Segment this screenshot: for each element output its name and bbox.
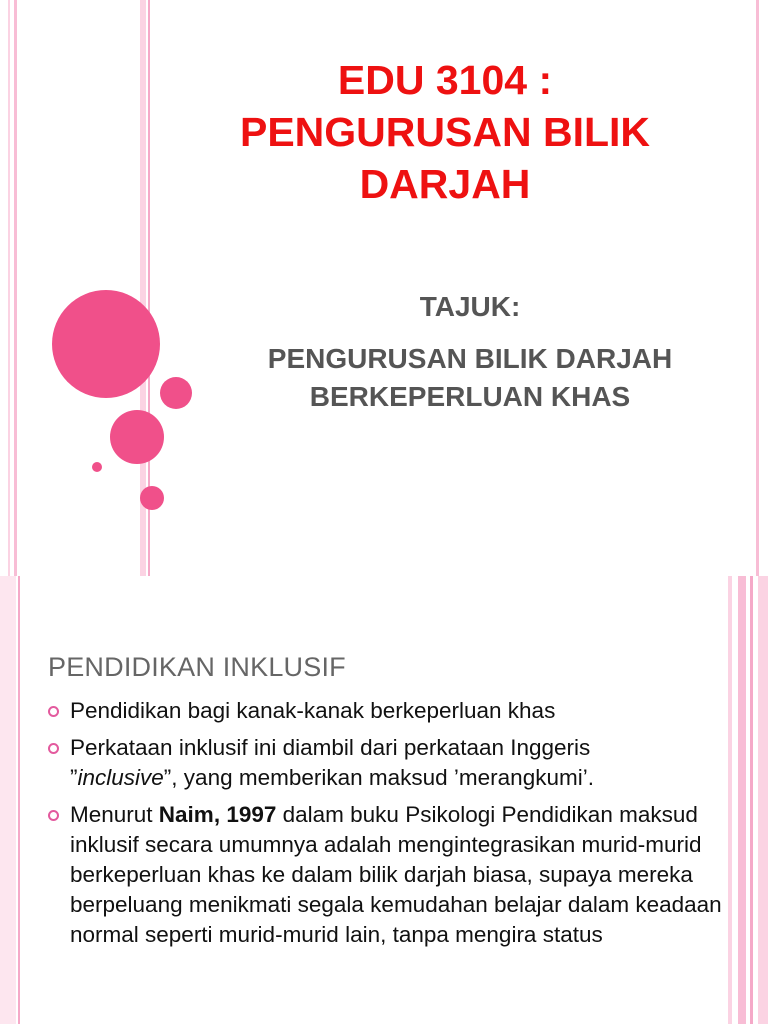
quote-mark: ” — [163, 765, 172, 790]
list-item — [48, 733, 728, 793]
decor-circle-medium — [110, 410, 164, 464]
decor-circle-tiny — [92, 462, 102, 472]
list-item — [48, 800, 728, 950]
list-item — [48, 696, 728, 726]
decor-circle-small — [160, 377, 192, 409]
bullet-text: Pendidikan bagi kanak-kanak berkeperluan khas — [70, 698, 556, 723]
title-line: EDU 3104 : — [337, 57, 553, 103]
ring-bullet-icon — [48, 706, 59, 717]
bullet-text: dalam buku Psikologi Pendidikan maksud inklusif secara umumnya adalah mengintegrasikan murid-murid berkeperluan khas ke dalam bilik darjah biasa, supaya mereka berpeluang menikmati segala kemudahan belajar dalam keadaan normal seperti murid-murid lain, tanpa mengira status — [70, 802, 722, 947]
quote-mark: ” — [70, 765, 78, 790]
decor-stripe — [14, 0, 17, 576]
bullet-text: Menurut — [70, 802, 159, 827]
subtitle-line: TAJUK: — [419, 291, 521, 322]
title-line: PENGURUSAN BILIK — [239, 109, 651, 155]
decor-stripe — [728, 576, 732, 1024]
bullet-list — [48, 696, 728, 957]
bullet-text: Perkataan inklusif ini diambil dari perkataan Inggeris — [70, 735, 591, 760]
citation: Naim, 1997 — [158, 802, 277, 827]
ring-bullet-icon — [48, 810, 59, 821]
decor-stripe — [738, 576, 746, 1024]
decor-stripe — [18, 576, 20, 1024]
title-line: DARJAH — [359, 161, 531, 207]
decor-stripe — [756, 0, 759, 576]
content-slide — [0, 576, 768, 1024]
decor-stripe — [8, 0, 10, 576]
decor-stripe — [0, 576, 16, 1024]
section-heading: PENDIDIKAN INKLUSIF — [48, 652, 346, 682]
decor-stripe — [750, 576, 753, 1024]
subtitle-line: PENGURUSAN BILIK DARJAH — [267, 343, 673, 374]
ring-bullet-icon — [48, 743, 59, 754]
italic-term: inclusive — [77, 765, 164, 790]
decor-circle-large — [52, 290, 160, 398]
slide-title — [180, 54, 710, 210]
decor-stripe — [758, 576, 768, 1024]
subtitle-line: BERKEPERLUAN KHAS — [309, 381, 631, 412]
decor-circle-small — [140, 486, 164, 510]
slide-subtitle — [190, 288, 750, 416]
bullet-text: , yang memberikan maksud ’merangkumi’. — [171, 765, 594, 790]
